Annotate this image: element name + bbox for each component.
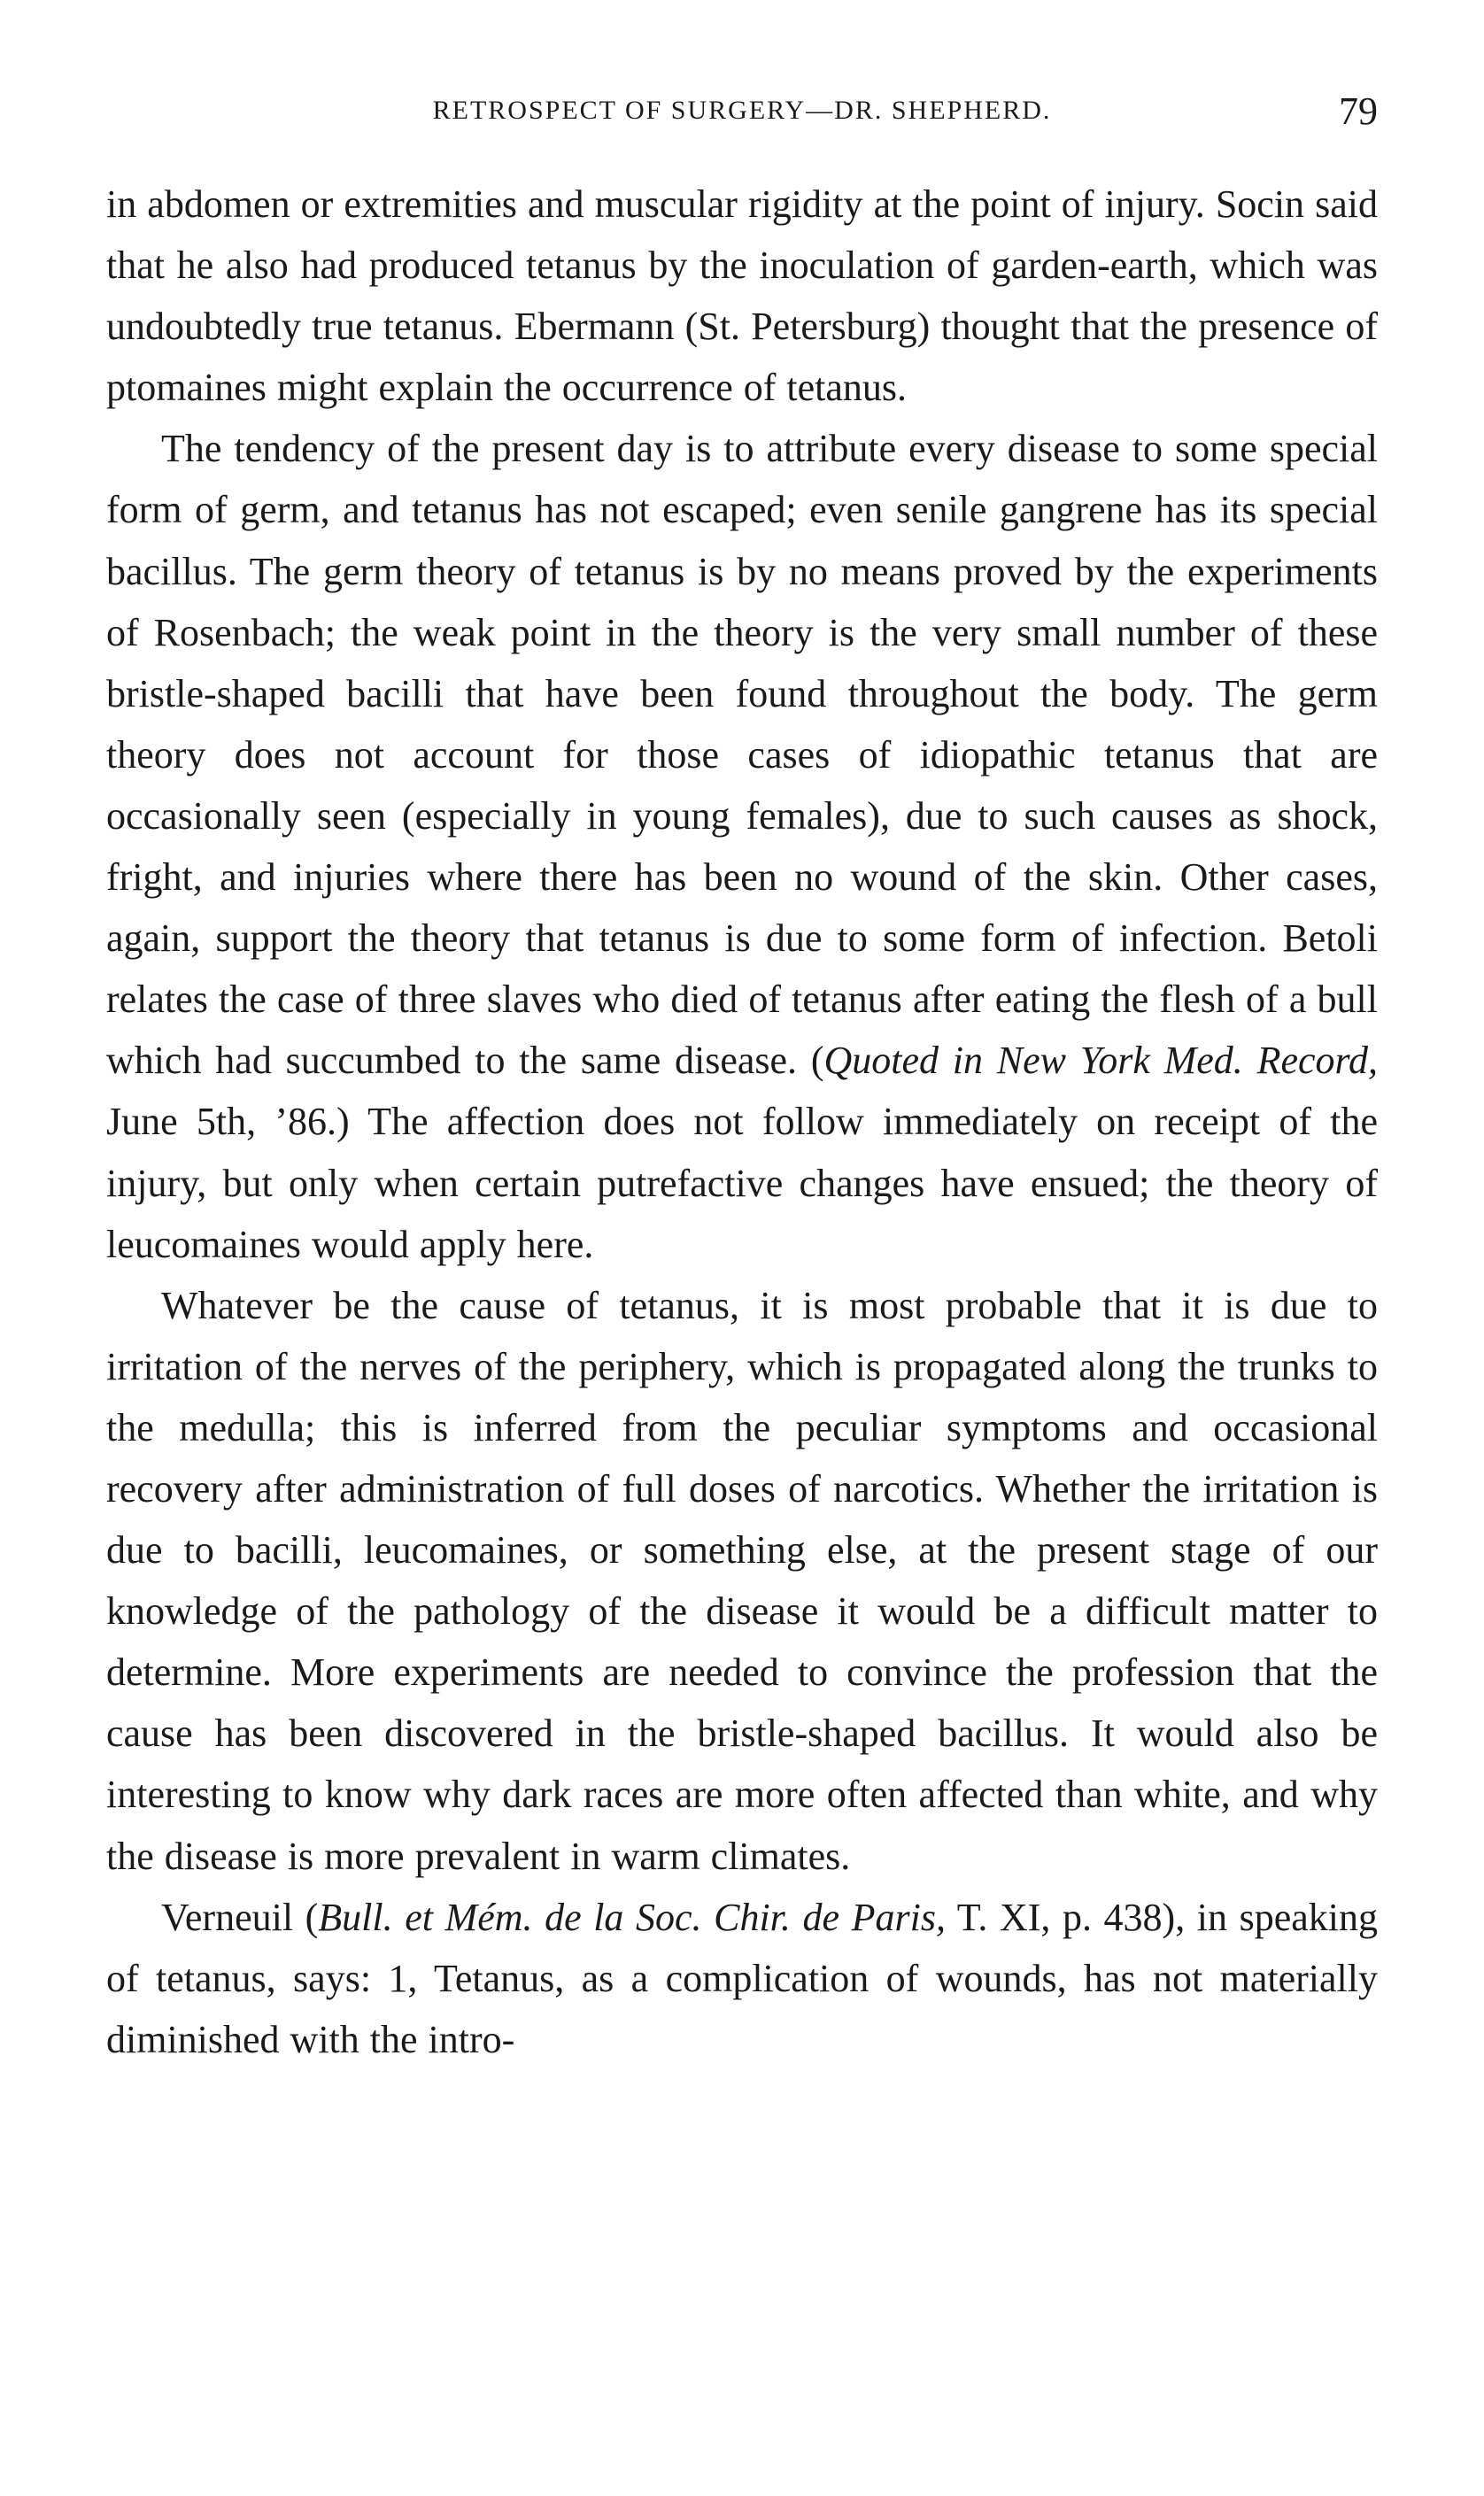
running-head [106, 89, 1378, 142]
paragraph-3 [106, 1275, 1378, 1887]
citation-ny-med-record: Quoted in New York Med. Record, [823, 1039, 1379, 1083]
paragraph-2-text-a: The tendency of the present day is to attribute every disease to some special form of germ, and tetanus has not escaped; even senile gangrene has its special bacillus. The germ theory of tetanus is by no means proved by the experiments of Rosenbach; the weak point in the theory is the very small number of these bristle-shaped bacilli that have been found throughout the body. The germ theory does not account for those cases of idiopathic tetanus that are occasionally seen (especially in young females), due to such causes as shock, fright, and injuries where there has been no wound of the skin. Other cases, again, support the theory that tetanus is due to some form of infection. Betoli relates the case of three slaves who died of tetanus after eating the flesh of a bull which had succumbed to the same disease. ( [106, 427, 1378, 1083]
paragraph-2 [106, 418, 1378, 1274]
paragraph-4-text-a: Verneuil ( [161, 1895, 319, 1939]
paragraph-2-text-b: June 5th, ’86.) The affection does not follow immediately on receipt of the injury, but only when certain putrefactive changes have ensued; the theory of leucomaines would apply here. [106, 1100, 1378, 1266]
page-number: 79 [1339, 89, 1378, 133]
paragraph-1-continued [106, 174, 1378, 418]
paragraph-4 [106, 1887, 1378, 2070]
body-text [106, 174, 1378, 2070]
paragraph-4-text-b: T. XI, p. 438), in speaking of tetanus, says: 1, Tetanus, as a complication of wounds, has not materially diminished with the intro- [106, 1895, 1379, 2061]
citation-bull-soc-chir: Bull. et Mém. de la Soc. Chir. de Paris, [318, 1895, 946, 1939]
paragraph-1-text: in abdomen or extremities and muscular rigidity at the point of injury. Socin said that he also had produced tetanus by the inoculation of garden-earth, which was undoubtedly true tetanus. Ebermann (St. Petersburg) thought that the presence of ptomaines might explain the occurrence of tetanus. [106, 182, 1378, 410]
running-title: RETROSPECT OF SURGERY—DR. SHEPHERD. [432, 96, 1052, 125]
paragraph-3-text: Whatever be the cause of tetanus, it is most probable that it is due to irritation of the nerves of the periphery, which is propagated along the trunks to the medulla; this is inferred from the peculiar symptoms and occasional recovery after administration of full doses of narcotics. Whether the irritation is due to bacilli, leucomaines, or something else, at the present stage of our knowledge of the pathology of the disease it would be a difficult matter to determine. More experiments are needed to convince the profession that the cause has been discovered in the bristle-shaped bacillus. It would also be interesting to know why dark races are more often affected than white, and why the disease is more prevalent in warm climates. [106, 1283, 1378, 1878]
